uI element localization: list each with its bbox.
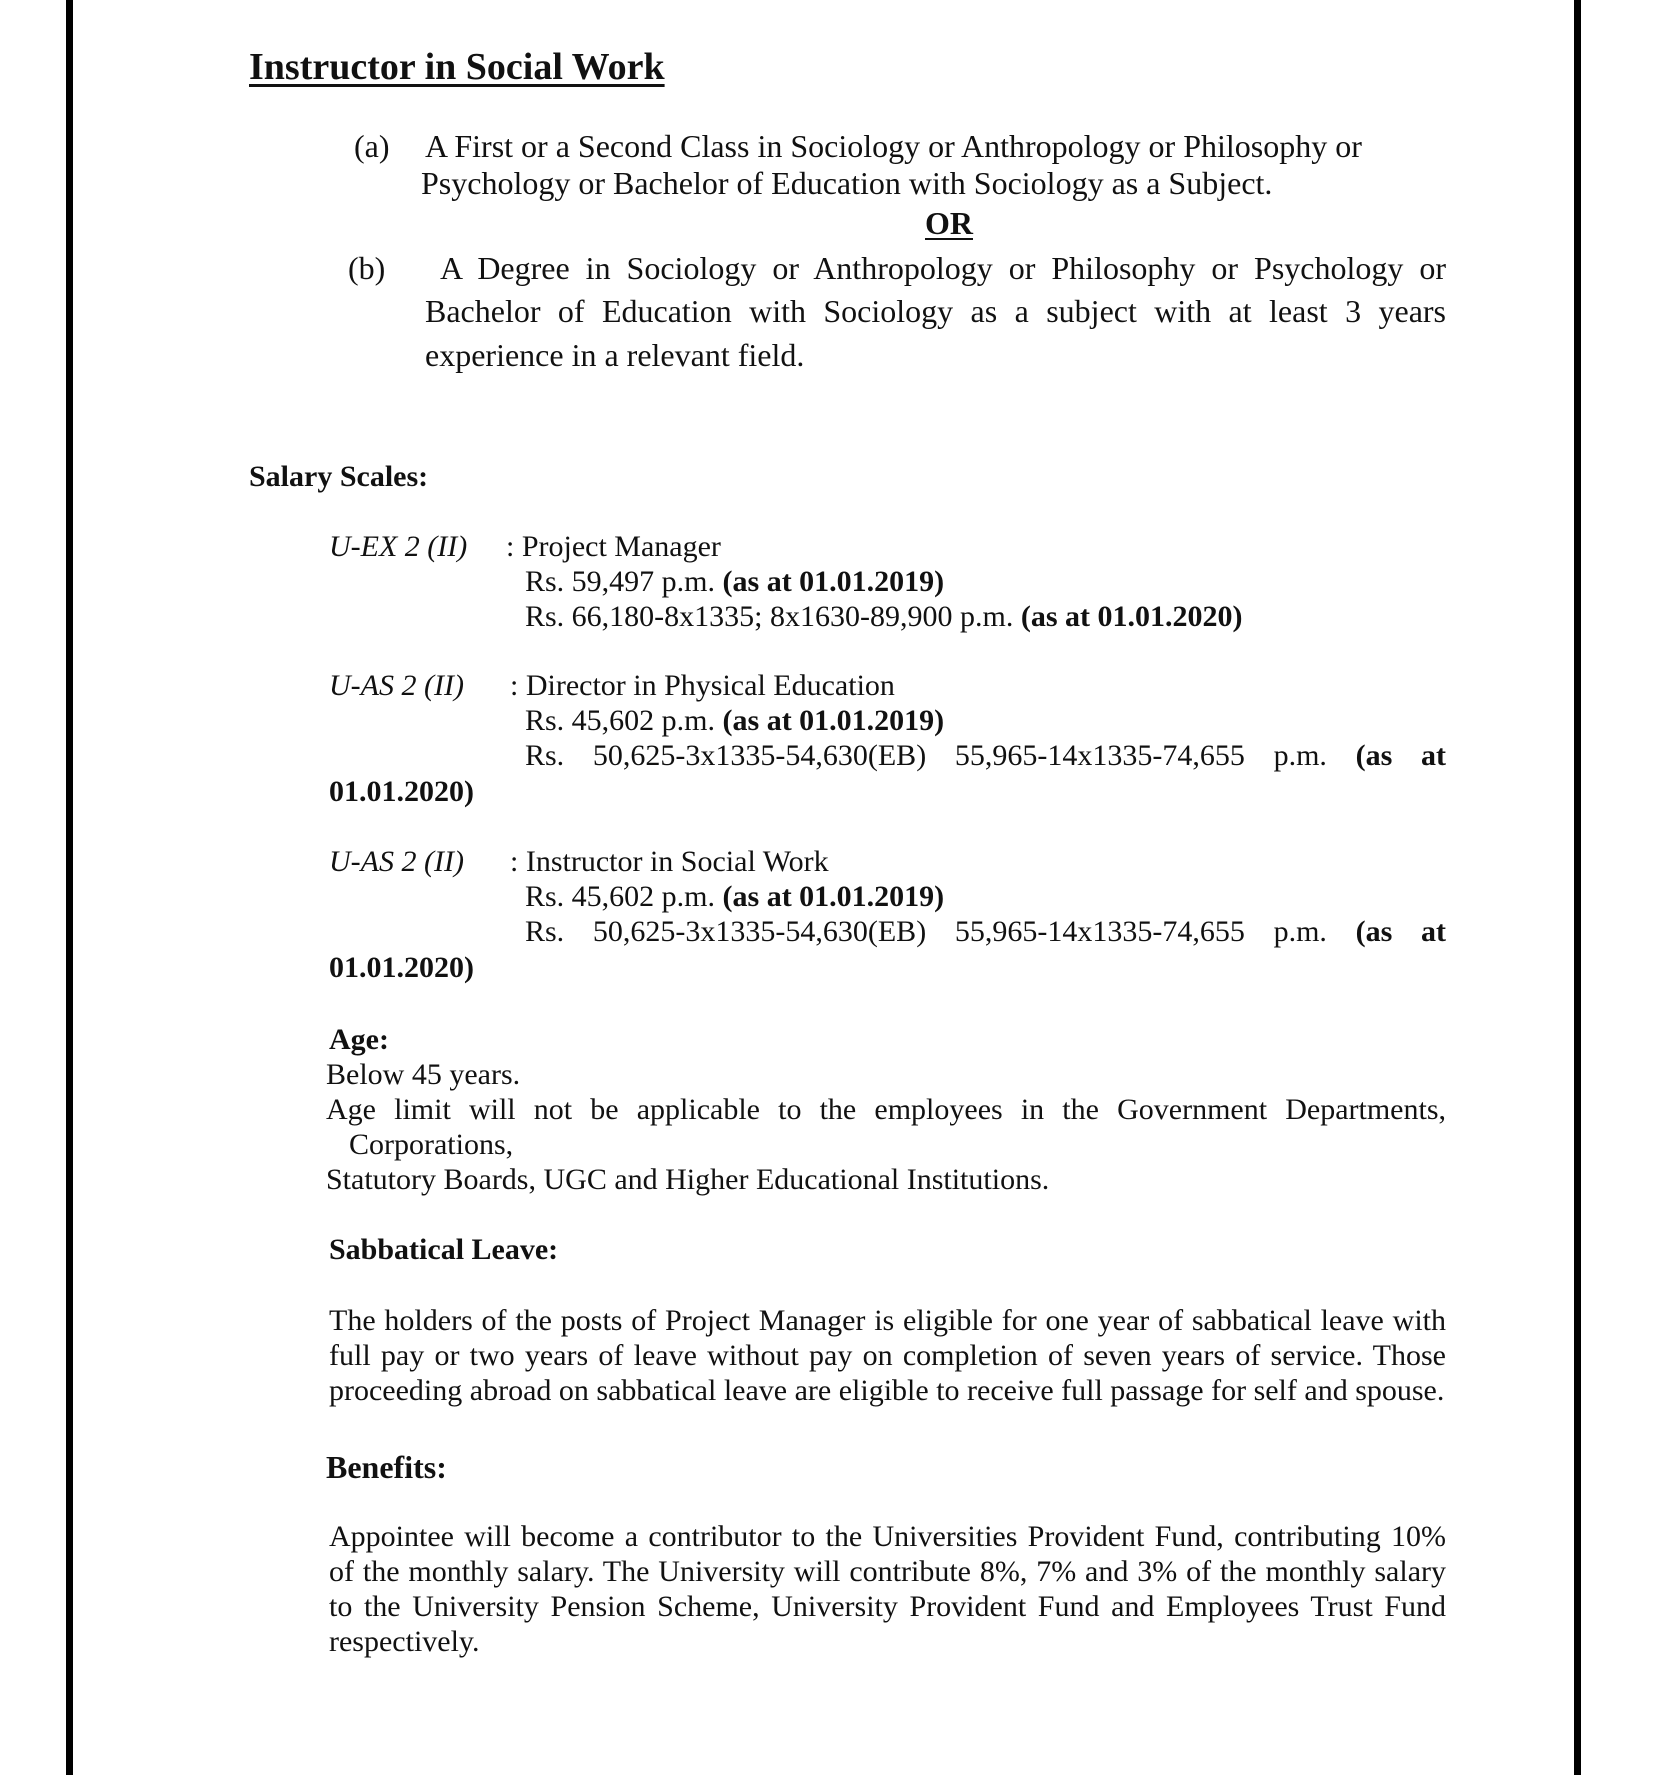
salary-post: : Director in Physical Education [510, 669, 895, 702]
benefits-text: Appointee will become a contributor to the Universities Provident Fund, contributing 10% of the monthly salary. The University will contribute 8%, 7% and 3% of the monthly salary to the University Pension Scheme, University Provident Fund and Employees Trust Fund respectively. [329, 1520, 1446, 1658]
salary-post: : Instructor in Social Work [510, 845, 829, 878]
page-title: Instructor in Social Work [249, 46, 665, 88]
salary-rate-2020-date: 01.01.2020) [329, 775, 474, 808]
salary-code: U-EX 2 (II) [329, 530, 468, 563]
salary-rate-2020-date: 01.01.2020) [329, 951, 474, 984]
age-exemption-line-2: Corporations, [349, 1128, 514, 1161]
benefits-heading: Benefits: [326, 1449, 447, 1485]
qualification-a-marker: (a) [354, 128, 390, 164]
age-exemption-line-3: Statutory Boards, UGC and Higher Educational Institutions. [326, 1163, 1050, 1196]
qualification-a-line-1: A First or a Second Class in Sociology or Anthropology or Philosophy or [425, 128, 1362, 164]
salary-code: U-AS 2 (II) [329, 669, 464, 702]
salary-rate-2019: Rs. 59,497 p.m. (as at 01.01.2019) [525, 565, 945, 598]
salary-code: U-AS 2 (II) [329, 845, 464, 878]
age-exemption-line-1: Age limit will not be applicable to the employees in the Government Departments, [326, 1093, 1446, 1126]
or-separator: OR [925, 205, 973, 241]
salary-post: : Project Manager [506, 530, 721, 563]
salary-rate-2020: Rs. 66,180-8x1335; 8x1630-89,900 p.m. (as at 01.01.2020) [525, 600, 1243, 633]
age-limit: Below 45 years. [326, 1058, 521, 1091]
page-border-left [66, 0, 73, 1775]
salary-rate-2019: Rs. 45,602 p.m. (as at 01.01.2019) [525, 704, 945, 737]
qualification-b-line-1: A Degree in Sociology or Anthropology or Philosophy or Psychology or [440, 250, 1446, 286]
page-border-right [1574, 0, 1581, 1775]
salary-rate-2020: Rs. 50,625-3x1335-54,630(EB) 55,965-14x1335-74,655 p.m. (as at [525, 915, 1446, 948]
qualification-b-line-3: experience in a relevant field. [425, 337, 805, 373]
age-heading: Age: [329, 1023, 389, 1056]
qualification-b-marker: (b) [348, 250, 386, 286]
qualification-b-line-2: Bachelor of Education with Sociology as a subject with at least 3 years [425, 293, 1446, 329]
salary-rate-2019: Rs. 45,602 p.m. (as at 01.01.2019) [525, 880, 945, 913]
sabbatical-text: The holders of the posts of Project Manager is eligible for one year of sabbatical leave with full pay or two years of leave without pay on completion of seven years of service. Those proceeding abroad on sabbatical leave are eligible to receive full passage for self and spouse. [329, 1304, 1446, 1407]
salary-rate-2020: Rs. 50,625-3x1335-54,630(EB) 55,965-14x1335-74,655 p.m. (as at [525, 739, 1446, 772]
salary-scales-heading: Salary Scales: [249, 460, 429, 493]
qualification-a-line-2: Psychology or Bachelor of Education with Sociology as a Subject. [421, 165, 1273, 201]
sabbatical-heading: Sabbatical Leave: [329, 1233, 559, 1266]
